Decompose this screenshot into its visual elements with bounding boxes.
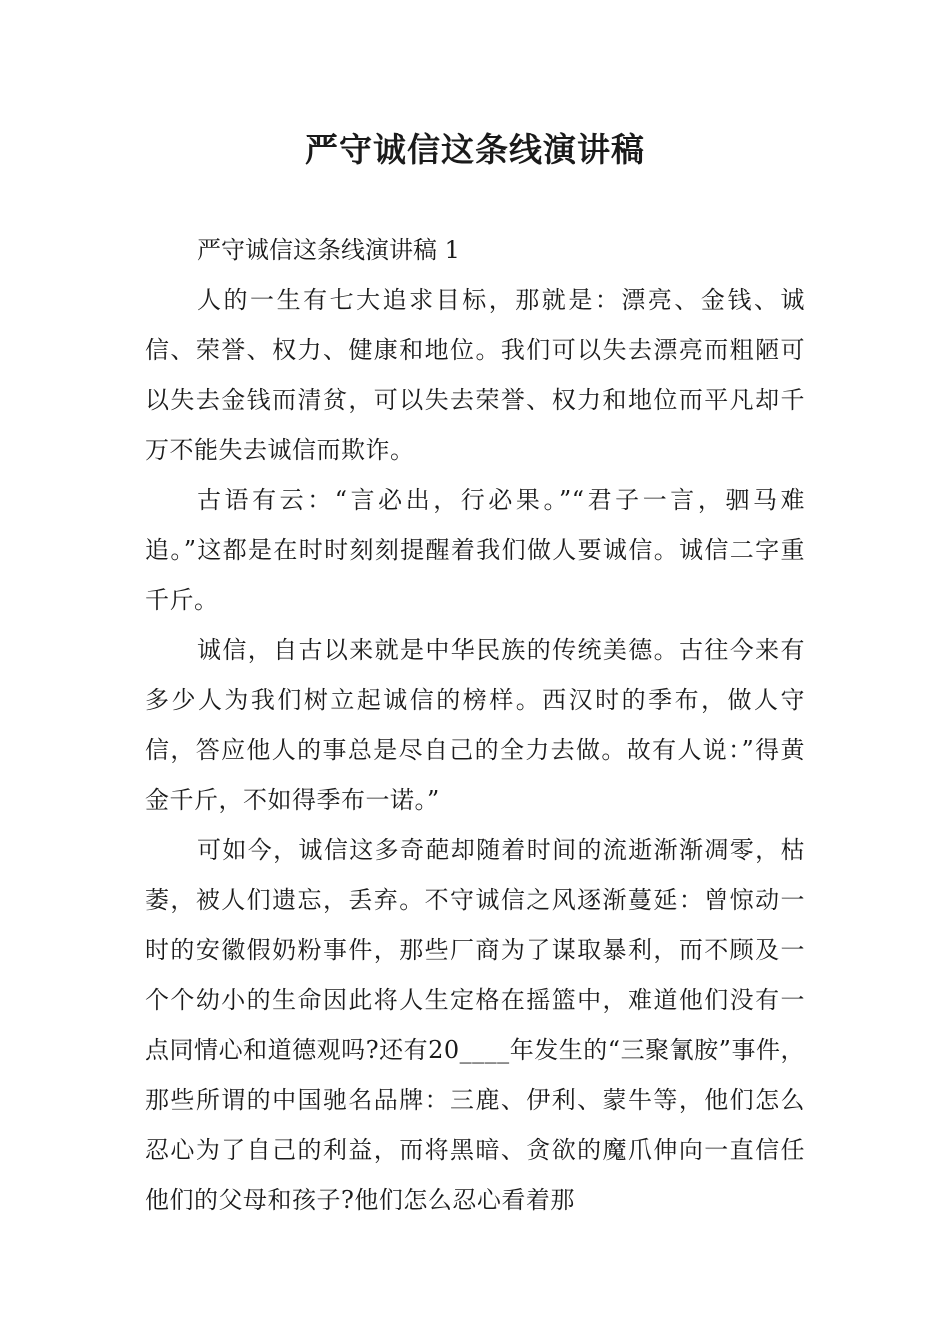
paragraph-4: 可如今，诚信这多奇葩却随着时间的流逝渐渐凋零，枯萎，被人们遗忘，丢弃。不守诚信之风逐渐蔓延：曾惊动一时的安徽假奶粉事件，那些厂商为了谋取暴利，而不顾及一个个幼小的生命因此将人生定格在摇篮中，难道他们没有一点同情心和道德观吗?还有20____年发生的“三聚氰胺”事件，那些所谓的中国驰名品牌：三鹿、伊利、蒙牛等，他们怎么忍心为了自己的利益，而将黑暗、贪欲的魔爪伸向一直信任他们的父母和孩子?他们怎么忍心看着那 [145,836,805,1214]
paragraph-1: 人的一生有七大追求目标，那就是：漂亮、金钱、诚信、荣誉、权力、健康和地位。我们可以失去漂亮而粗陋可以失去金钱而清贫，可以失去荣誉、权力和地位而平凡却千万不能失去诚信而欺诈。 [145,286,805,464]
section-heading: 严守诚信这条线演讲稿 1 [197,236,460,264]
paragraph-3: 诚信，自古以来就是中华民族的传统美德。古往今来有多少人为我们树立起诚信的榜样。西汉时的季布，做人守信，答应他人的事总是尽自己的全力去做。故有人说：”得黄金千斤，不如得季布一诺。” [145,636,805,814]
paragraph-2: 古语有云：“言必出，行必果。”“君子一言，驷马难追。”这都是在时时刻刻提醒着我们做人要诚信。诚信二字重千斤。 [145,486,805,614]
document-body [145,225,805,1225]
document-title: 严守诚信这条线演讲稿 [305,130,645,169]
